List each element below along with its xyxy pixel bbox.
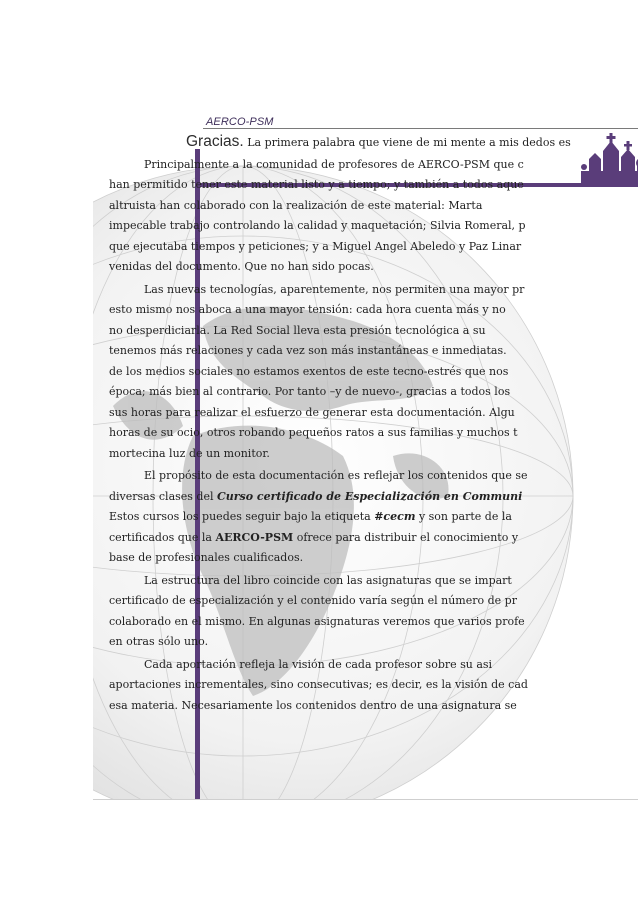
page-bottom-edge: [93, 799, 638, 800]
body-line: base de profesionales cualificados.: [109, 551, 304, 564]
organization-name: AERCO-PSM: [215, 530, 294, 544]
body-line: [109, 507, 638, 528]
body-line: El propósito de esta documentación es reflejar los contenidos que se: [144, 469, 528, 482]
body-line: sus horas para realizar el esfuerzo de generar esta documentación. Algu: [109, 405, 515, 419]
body-line: horas de su ocio, otros robando pequeños ratos a sus familias y muchos t: [109, 426, 518, 439]
body-line: [109, 528, 638, 549]
body-line: aportaciones incrementales, sino consecutivas; es decir, es la visión de cad: [109, 678, 528, 691]
body-text: ofrece para distribuir el conocimiento y: [293, 530, 519, 544]
body-text: certificados que la: [109, 530, 216, 544]
body-line: tenemos más relaciones y cada vez son más instantáneas e inmediatas.: [109, 344, 507, 357]
body-line: mortecina luz de un monitor.: [109, 446, 270, 460]
body-line: esto mismo nos aboca a una mayor tensión: cada hora cuenta más y no: [109, 303, 506, 316]
body-line: colaborado en el mismo. En algunas asignaturas veremos que varios profe: [109, 614, 525, 628]
body-line: [109, 487, 638, 508]
course-title: Curso certificado de Especialización en Communi: [217, 489, 523, 503]
body-line: [115, 132, 638, 153]
body-line: época; más bien al contrario. Por tanto –y de nuevo-, gracias a todos los: [109, 385, 511, 398]
body-line: han permitido tener este material listo y a tiempo; y también a todos aque: [109, 178, 524, 191]
body-line: Las nuevas tecnologías, aparentemente, nos permiten una mayor pr: [144, 282, 525, 296]
body-line: certificado de especialización y el contenido varía según el número de pr: [109, 594, 517, 607]
hashtag: #cecm: [374, 510, 416, 523]
body-line: en otras sólo uno.: [109, 635, 209, 648]
body-line: que ejecutaba tiempos y peticiones; y a Miguel Angel Abeledo y Paz Linar: [109, 239, 522, 253]
document-body: [109, 132, 638, 716]
document-header-title: AERCO-PSM: [206, 116, 274, 128]
body-line: venidas del documento. Que no han sido pocas.: [109, 260, 374, 273]
body-line: Cada aportación refleja la visión de cada profesor sobre su asi: [144, 657, 493, 671]
body-text: Estos cursos los puedes seguir bajo la etiqueta: [109, 510, 375, 523]
body-line: esa materia. Necesariamente los contenidos dentro de una asignatura se: [109, 698, 517, 712]
body-line: no desperdiciarla. La Red Social lleva esta presión tecnológica a su: [109, 323, 486, 337]
body-line: altruista han colaborado con la realización de este material: Marta: [109, 198, 483, 212]
header-rule: [203, 128, 638, 129]
body-line: de los medios sociales no estamos exentos de este tecno-estrés que nos: [109, 364, 509, 378]
body-text: y son parte de la: [415, 510, 512, 523]
body-text: La primera palabra que viene de mi mente a mis dedos es: [243, 136, 571, 149]
lead-word: Gracias.: [186, 133, 244, 150]
body-text: diversas clases del: [109, 489, 217, 503]
body-line: La estructura del libro coincide con las asignaturas que se impart: [144, 573, 512, 587]
body-line: Principalmente a la comunidad de profesores de AERCO-PSM que c: [144, 157, 524, 171]
body-line: impecable trabajo controlando la calidad y maquetación; Silvia Romeral, p: [109, 219, 526, 232]
